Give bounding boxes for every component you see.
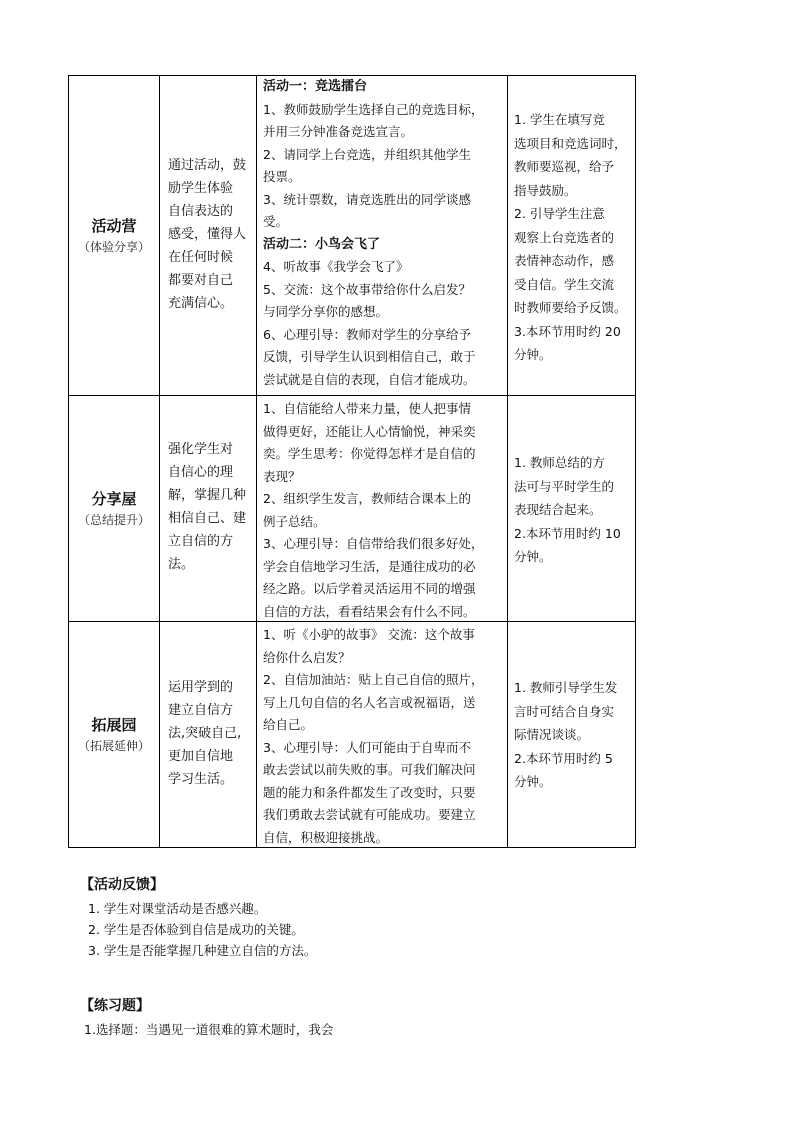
step-line: 6、心理引导：教师对学生的分享给予 bbox=[263, 326, 471, 342]
notes-cell bbox=[507, 75, 636, 395]
text-line: 1. 教师总结的方 bbox=[514, 455, 605, 470]
text-line: 法。 bbox=[168, 557, 195, 572]
text-line: 立自信的方 bbox=[168, 534, 234, 549]
section-subtitle: （拓展延伸） bbox=[77, 738, 150, 753]
step-line: 奕。学生思考：你觉得怎样才是自信的 bbox=[263, 446, 476, 461]
step-line: 2、自信加油站：贴上自己自信的照片， bbox=[263, 672, 484, 687]
step-line: 表现？ bbox=[263, 468, 301, 484]
text-line: 选项目和竞选词时， bbox=[514, 135, 627, 151]
step-line: 4、听故事《我学会飞了》 bbox=[263, 259, 409, 274]
step-line: 与同学分享你的感想。 bbox=[263, 304, 389, 319]
notes-cell bbox=[507, 395, 636, 621]
text-line: 指导鼓励。 bbox=[514, 182, 577, 198]
text-line: 3. 学生是否能掌握几种建立自信的方法。 bbox=[88, 943, 317, 958]
text-line: 自信心的理 bbox=[168, 465, 234, 480]
exercise-list bbox=[80, 1015, 333, 1040]
section-title-cell bbox=[68, 621, 159, 848]
step-line: 反馈，引导学生认识到相信自己，敢于 bbox=[263, 349, 476, 364]
step-line: 1、自信能给人带来力量，使人把事情 bbox=[263, 401, 471, 416]
exercise-heading: 【练习题】 bbox=[80, 998, 150, 1014]
step-line: 例子总结。 bbox=[263, 513, 326, 529]
step-line: 尝试就是自信的表现，自信才能成功。 bbox=[263, 371, 476, 387]
step-line: 1、教师鼓励学生选择自己的竞选目标， bbox=[263, 101, 484, 117]
step-line: 2、请同学上台竞选，并组织其他学生 bbox=[263, 146, 471, 162]
text-line: 时教师要给予反馈。 bbox=[514, 300, 627, 315]
section-title-cell bbox=[68, 395, 159, 621]
step-line: 题的能力和条件都发生了改变时，只要 bbox=[263, 784, 476, 800]
steps-cell bbox=[256, 395, 507, 621]
text-line: 感受，懂得人 bbox=[168, 227, 247, 242]
text-line: 分钟。 bbox=[514, 549, 552, 564]
section-subtitle: （总结提升） bbox=[77, 512, 150, 527]
activity-heading: 活动一：竞选擂台 bbox=[263, 79, 368, 94]
steps-text bbox=[257, 76, 507, 391]
feedback-heading: 【活动反馈】 bbox=[80, 877, 164, 893]
step-line: 经之路。以后学着灵活运用不同的增强 bbox=[263, 581, 476, 596]
text-line: 更加自信地 bbox=[168, 749, 234, 764]
text-line: 分钟。 bbox=[514, 347, 552, 362]
step-line: 受。 bbox=[263, 214, 289, 229]
step-line: 3、心理引导：人们可能由于自卑而不 bbox=[263, 739, 471, 755]
section-title: 活动营 bbox=[91, 216, 137, 235]
step-line: 5、交流：这个故事带给你什么启发？ bbox=[263, 281, 471, 297]
text-line: 强化学生对 bbox=[168, 442, 234, 457]
text-line: 自信表达的 bbox=[168, 204, 234, 219]
step-line: 敢去尝试以前失败的事。可我们解决问 bbox=[263, 762, 476, 777]
text-line: 通过活动，鼓 bbox=[168, 158, 247, 173]
step-line: 3、统计票数，请竞选胜出的同学谈感 bbox=[263, 191, 471, 207]
text-line: 2. 引导学生注意 bbox=[514, 206, 605, 221]
notes-text bbox=[508, 396, 635, 569]
lesson-table bbox=[68, 75, 636, 848]
step-line: 自信，积极迎接挑战。 bbox=[263, 829, 389, 845]
goal-cell bbox=[159, 75, 256, 395]
activity-heading: 活动二：小鸟会飞了 bbox=[263, 236, 381, 252]
section-title: 分享屋 bbox=[91, 489, 137, 508]
step-line: 投票。 bbox=[263, 169, 301, 184]
step-line: 自信的方法，看看结果会有什么不同。 bbox=[263, 603, 476, 619]
feedback-list bbox=[80, 894, 316, 961]
section-title-cell bbox=[68, 75, 159, 395]
text-line: 教师要巡视，给予 bbox=[514, 159, 615, 174]
text-line: 言时可结合自身实 bbox=[514, 703, 615, 719]
text-line: 2.本环节用时约 10 bbox=[514, 525, 621, 541]
text-line: 在任何时候 bbox=[168, 250, 234, 265]
text-line: 励学生体验 bbox=[168, 181, 234, 196]
exercise-section bbox=[80, 995, 333, 1040]
text-line: 2. 学生是否体验到自信是成功的关键。 bbox=[88, 922, 304, 937]
text-line: 都要对自己 bbox=[168, 273, 234, 288]
steps-text bbox=[257, 396, 507, 623]
step-line: 2、组织学生发言，教师结合课本上的 bbox=[263, 491, 471, 506]
notes-cell bbox=[507, 621, 636, 848]
text-line: 充满信心。 bbox=[168, 296, 234, 311]
goal-text bbox=[160, 76, 256, 315]
section-subtitle: （体验分享） bbox=[77, 239, 150, 254]
step-line: 做得更好，还能让人心情愉悦，神采奕 bbox=[263, 423, 476, 439]
steps-text bbox=[257, 622, 507, 849]
step-line: 写上几句自信的名人名言或祝福语，送 bbox=[263, 694, 476, 710]
step-line: 并用三分钟准备竞选宣言。 bbox=[263, 124, 414, 139]
text-line: 法,突破自己, bbox=[168, 726, 242, 741]
steps-cell bbox=[256, 621, 507, 848]
text-line: 1.选择题：当遇见一道很难的算术题时，我会 bbox=[84, 1022, 334, 1037]
goal-text bbox=[160, 396, 256, 576]
feedback-section bbox=[80, 874, 316, 961]
text-line: 1. 教师引导学生发 bbox=[514, 680, 618, 695]
text-line: 际情况谈谈。 bbox=[514, 727, 590, 742]
step-line: 1、听《小驴的故事》 交流：这个故事 bbox=[263, 627, 475, 642]
text-line: 分钟。 bbox=[514, 774, 552, 789]
text-line: 2.本环节用时约 5 bbox=[514, 750, 613, 766]
notes-text bbox=[508, 622, 635, 794]
text-line: 表情神态动作，感 bbox=[514, 253, 615, 268]
text-line: 法可与平时学生的 bbox=[514, 478, 615, 494]
text-line: 运用学到的 bbox=[168, 680, 234, 695]
text-line: 1. 学生对课堂活动是否感兴趣。 bbox=[88, 901, 267, 916]
step-line: 学会自信地学习生活，是通往成功的必 bbox=[263, 558, 476, 574]
text-line: 受自信。学生交流 bbox=[514, 276, 615, 292]
goal-cell bbox=[159, 621, 256, 848]
step-line: 我们勇敢去尝试就有可能成功。要建立 bbox=[263, 807, 476, 822]
section-title: 拓展园 bbox=[91, 715, 137, 734]
text-line: 观察上台竞选者的 bbox=[514, 229, 615, 245]
text-line: 3.本环节用时约 20 bbox=[514, 323, 621, 339]
text-line: 建立自信方 bbox=[168, 703, 234, 718]
text-line: 解，掌握几种 bbox=[168, 488, 247, 503]
text-line: 1. 学生在填写竞 bbox=[514, 112, 605, 127]
step-line: 给你什么启发？ bbox=[263, 649, 351, 665]
step-line: 3、心理引导：自信带给我们很多好处， bbox=[263, 536, 484, 551]
goal-text bbox=[160, 622, 256, 791]
table-row bbox=[68, 75, 636, 395]
notes-text bbox=[508, 76, 635, 367]
steps-cell bbox=[256, 75, 507, 395]
table-row bbox=[68, 395, 636, 621]
table-row bbox=[68, 621, 636, 848]
text-line: 相信自己、建 bbox=[168, 511, 247, 526]
step-line: 给自己。 bbox=[263, 717, 314, 732]
text-line: 表现结合起来。 bbox=[514, 502, 602, 517]
goal-cell bbox=[159, 395, 256, 621]
text-line: 学习生活。 bbox=[168, 772, 234, 787]
